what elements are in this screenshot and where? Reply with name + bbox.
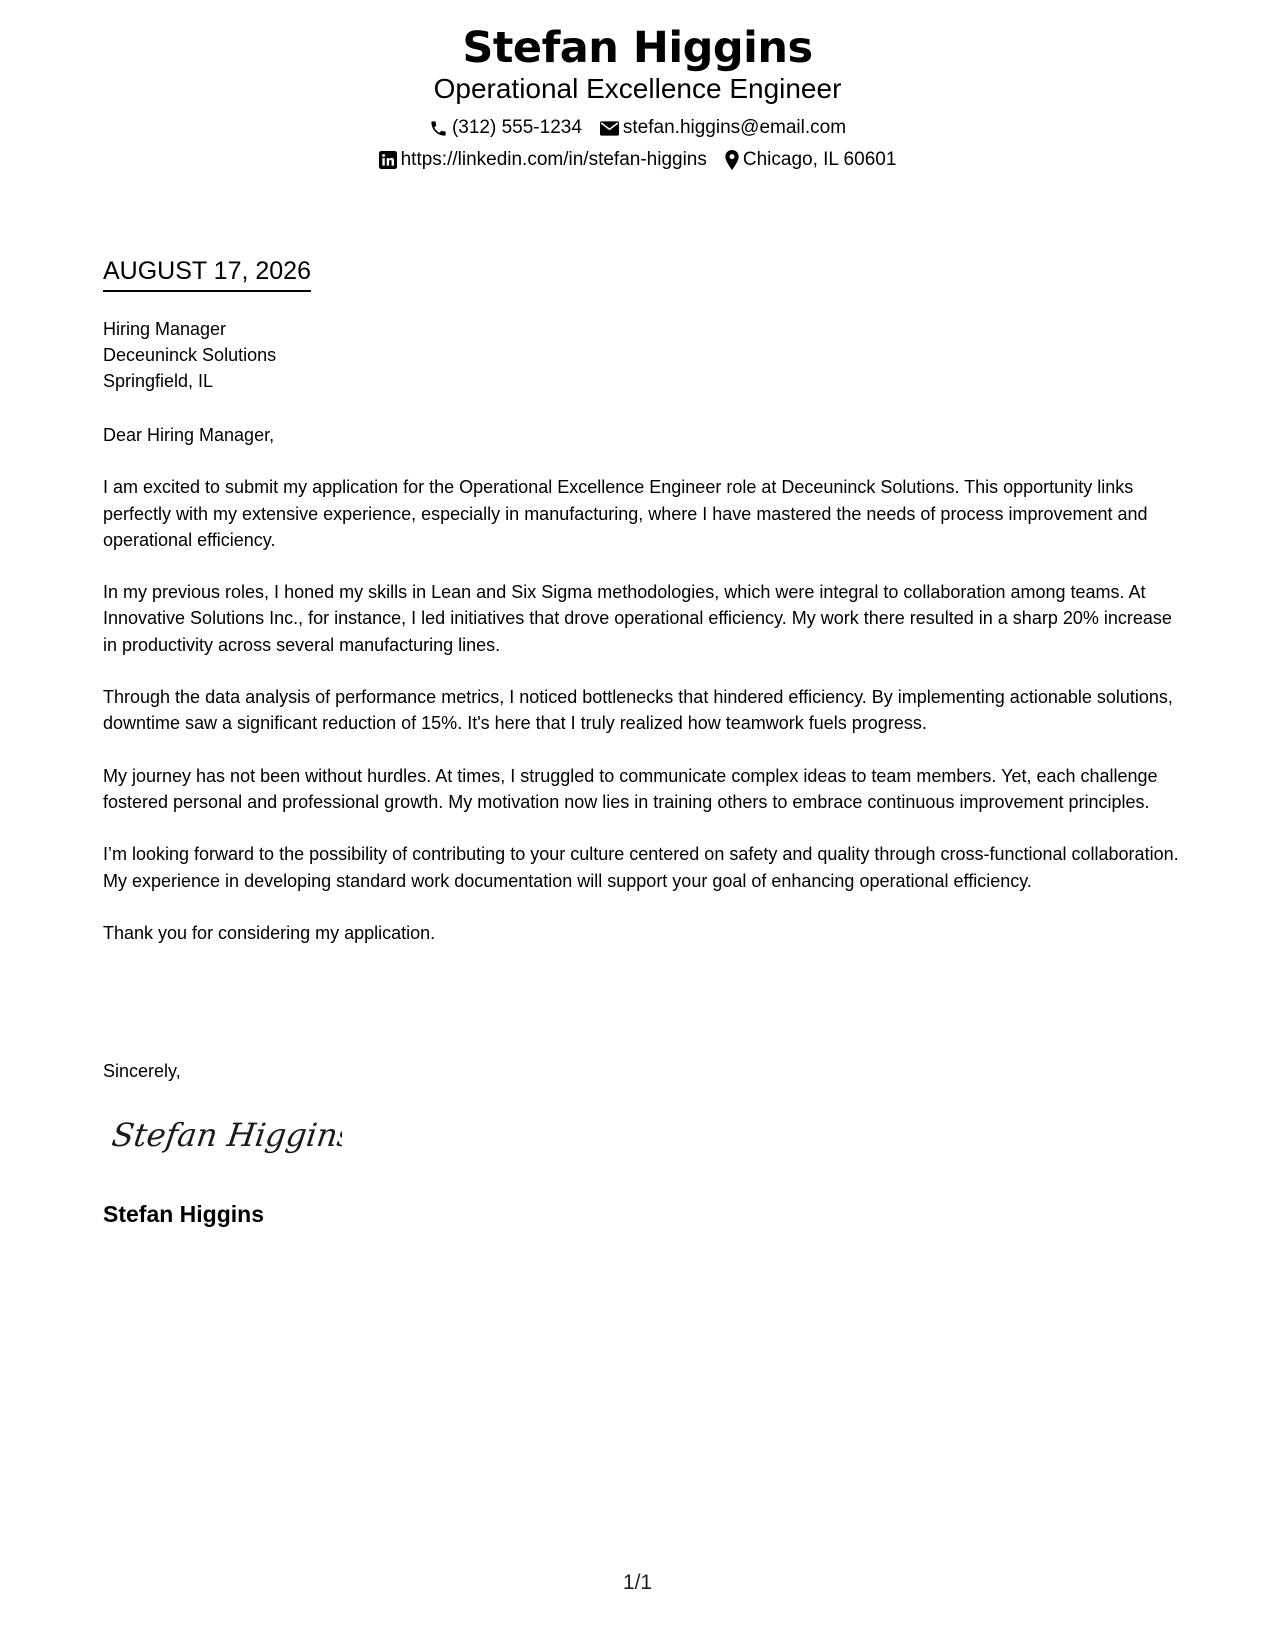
envelope-icon (600, 121, 619, 136)
contact-location (725, 148, 897, 172)
signed-name: Stefan Higgins (103, 1201, 265, 1227)
contact-row-secondary (0, 148, 1275, 172)
linkedin-icon (379, 151, 397, 169)
page-number: 1/1 (622, 1571, 653, 1594)
body-paragraph: I’m looking forward to the possibility of contributing to your culture centered on safety and quality through cross-functional collaboration. My experience in developing standard work documentation will support your goal of enhancing operational efficiency. (103, 844, 1179, 891)
contact-row-primary (0, 116, 1275, 140)
applicant-name: Stefan Higgins (462, 23, 813, 73)
svg-text:Stefan Higgins: Stefan Higgins (112, 1116, 342, 1154)
contact-linkedin (379, 148, 707, 172)
phone-text: (312) 555-1234 (451, 117, 582, 138)
recipient-title: Hiring Manager (103, 319, 227, 339)
salutation: Dear Hiring Manager, (103, 425, 275, 445)
recipient-location: Springfield, IL (103, 371, 214, 391)
email-text: stefan.higgins@email.com (622, 117, 847, 138)
contact-email (600, 116, 846, 140)
body-paragraph: I am excited to submit my application for the Operational Excellence Engineer role at Deceuninck Solutions. This opportunity links perfectly with my extensive experience, especially in manufacturing, where I have mastered the needs of process improvement and operational efficiency. (103, 477, 1148, 550)
linkedin-text: https://linkedin.com/in/stefan-higgins (400, 149, 707, 170)
letter-header (0, 22, 1275, 172)
contact-phone (429, 116, 582, 140)
phone-icon (429, 119, 448, 138)
location-text: Chicago, IL 60601 (742, 149, 897, 170)
recipient-company: Deceuninck Solutions (103, 345, 277, 365)
map-pin-icon (725, 150, 739, 170)
body-paragraph: In my previous roles, I honed my skills in Lean and Six Sigma methodologies, which were integral to collaboration among teams. At Innovative Solutions Inc., for instance, I led initiatives that drove operational efficiency. My work there resulted in a sharp 20% increase in productivity across several manufacturing lines. (103, 582, 1172, 655)
letter-body (103, 422, 1183, 972)
letter-date: AUGUST 17, 2026 (103, 256, 311, 292)
body-paragraph: My journey has not been without hurdles. At times, I struggled to communicate complex ideas to team members. Yet, each challenge fostered personal and professional growth. My motivation now lies in training others to embrace continuous improvement principles. (103, 765, 1158, 812)
body-paragraph: Through the data analysis of performance metrics, I noticed bottlenecks that hindered efficiency. By implementing actionable solutions, downtime saw a significant reduction of 15%. It's here that I truly realized how teamwork fuels progress. (103, 687, 1173, 734)
applicant-role: Operational Excellence Engineer (433, 73, 842, 104)
body-paragraph: Thank you for considering my application. (103, 922, 436, 943)
handwritten-signature (112, 1108, 342, 1169)
recipient-block (103, 316, 276, 394)
closing-line: Sincerely, (103, 1061, 181, 1081)
